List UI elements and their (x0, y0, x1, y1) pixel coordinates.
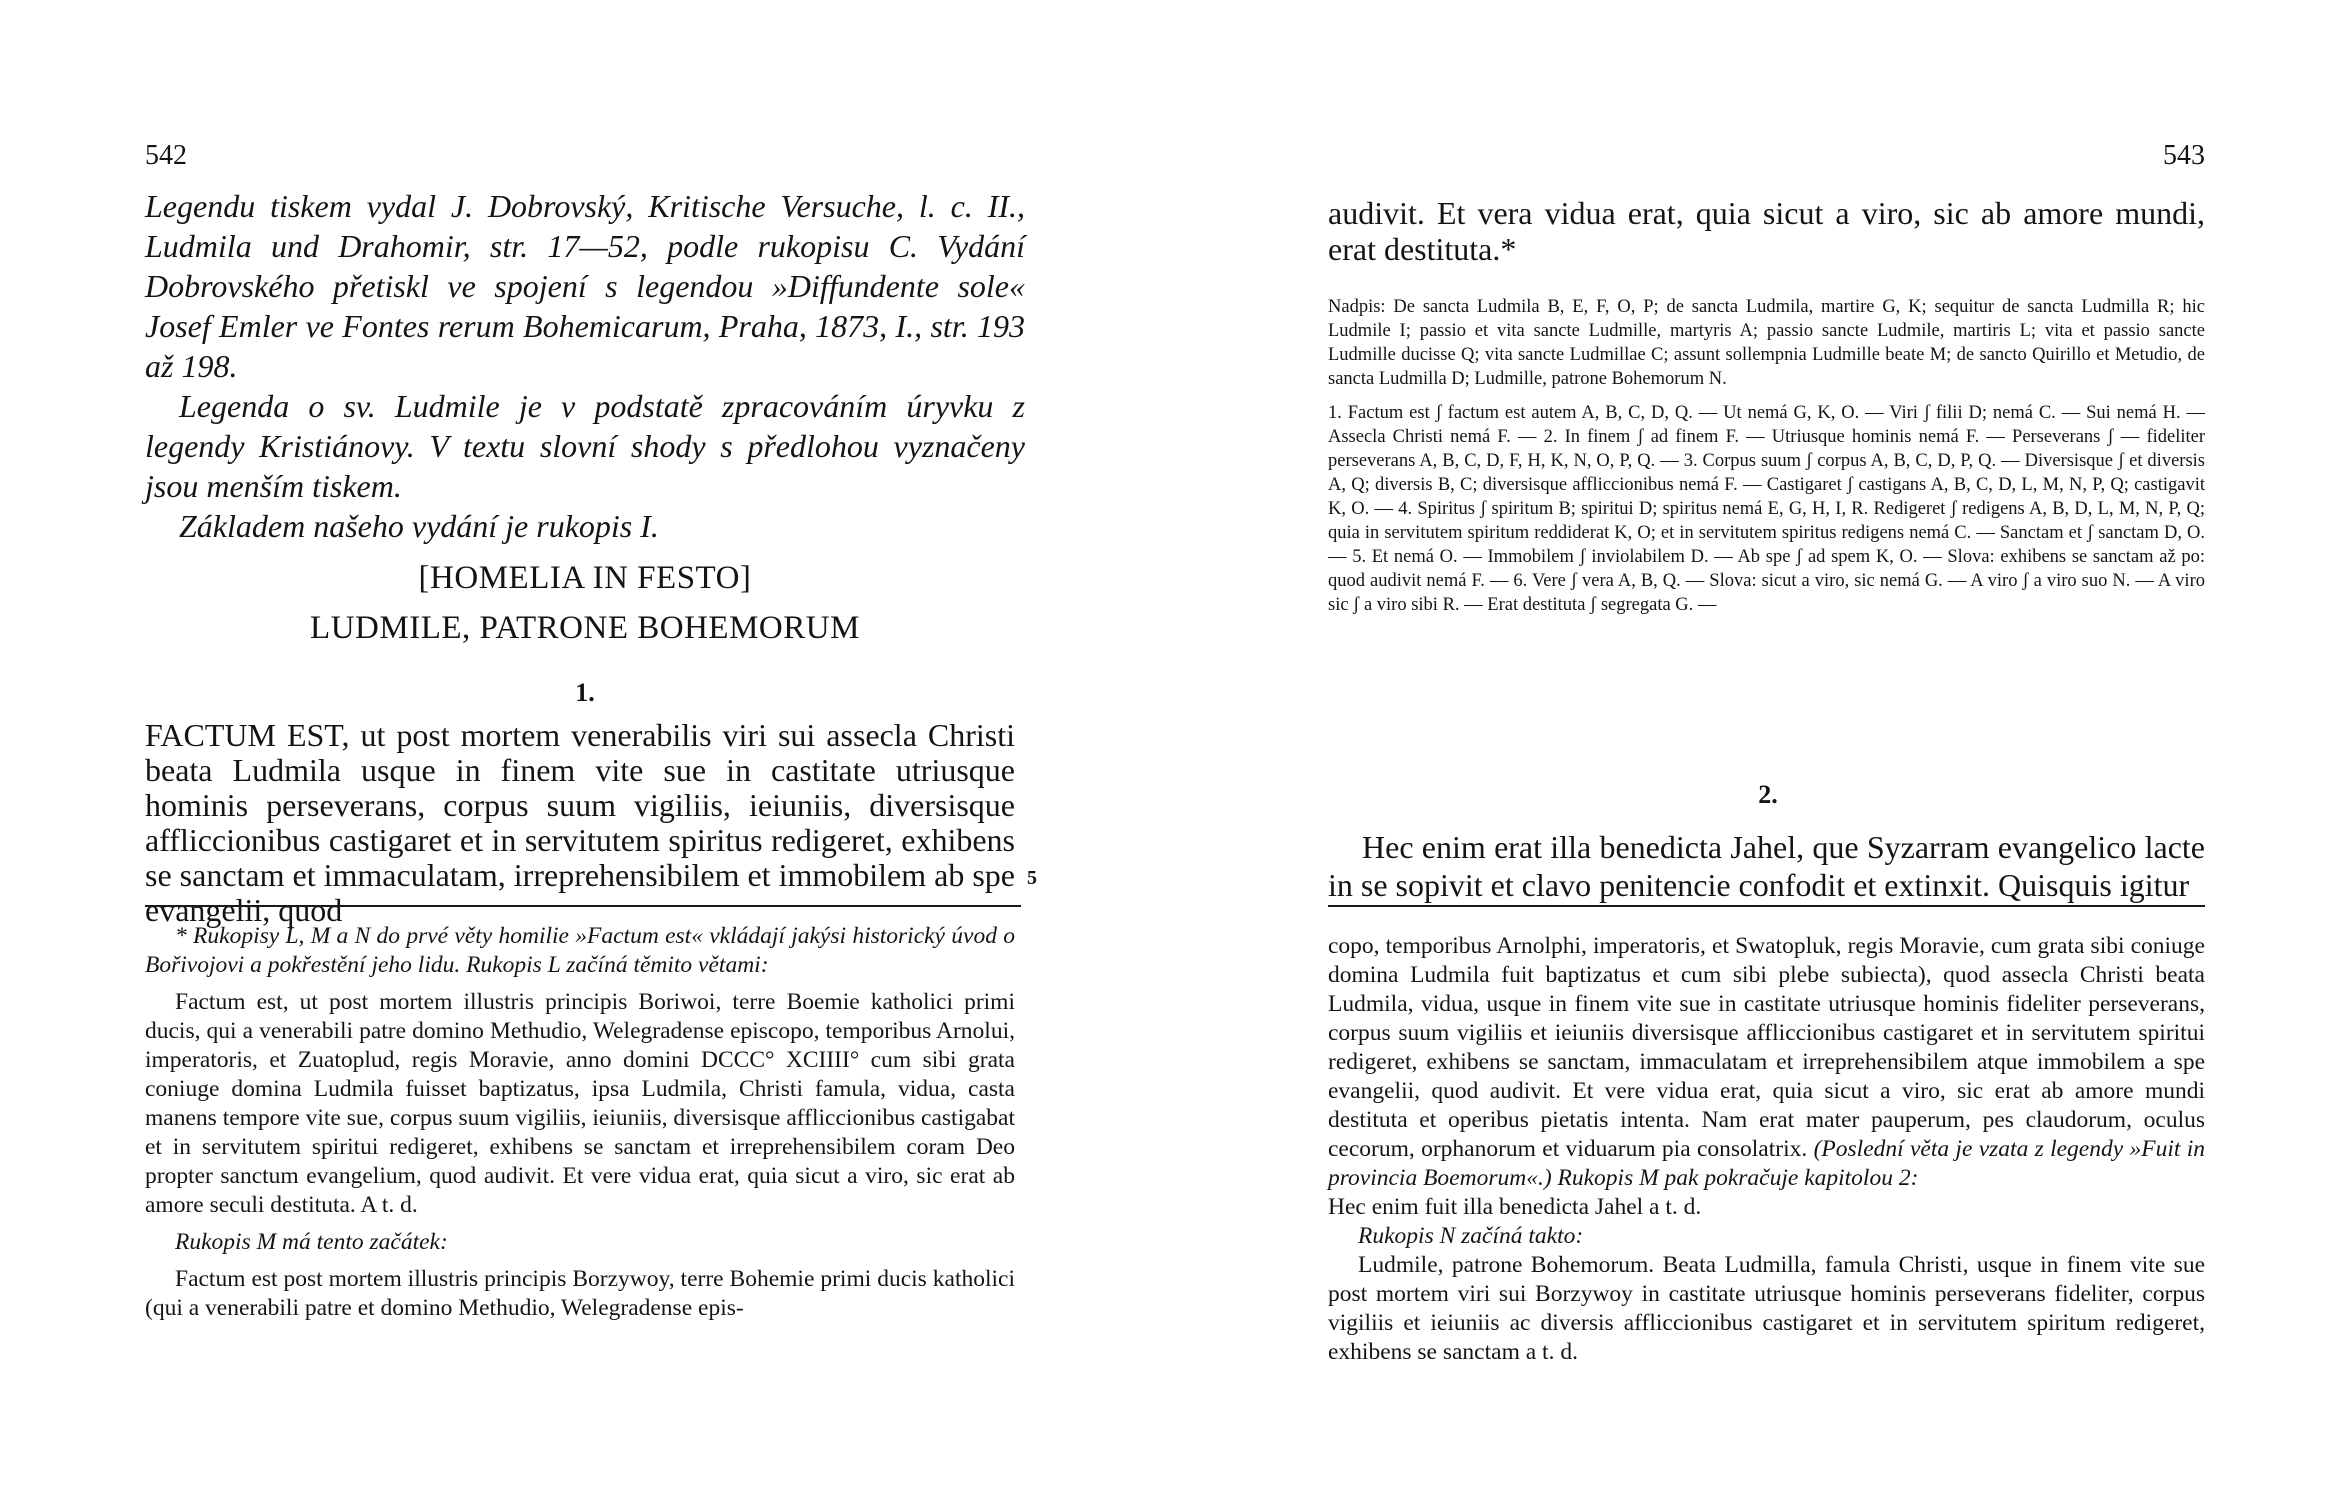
homily-subheading: LUDMILE, PATRONE BOHEMORUM (310, 610, 860, 646)
main-text-section-1: FACTUM EST, ut post mortem venerabilis viri sui assecla Christi beata Ludmila usque in finem vite sue in castitate utriusque hominis perseverans, corpus suum vigiliis, ieiuniis, diversisque affliccionibus castigaret et in servitutem spiritus redigeret, exhibens se sanctam et immaculatam, irreprehensibilem et immobilem ab spe evangelii, quod (145, 717, 1015, 928)
manuscript-m-text: Factum est post mortem illustris principis Borzywoy, terre Bohemie primi ducis katholici (qui a venerabili patre et domino Methudio, Welegradense epis- (145, 1266, 1015, 1321)
editorial-intro (145, 186, 1025, 546)
main-text-continued: audivit. Et vera vidua erat, quia sicut a viro, sic ab amore mundi, erat destituta.* (1328, 195, 2205, 267)
intro-paragraph-2: Legenda o sv. Ludmile je v podstatě zpracováním úryvku z legendy Kristiánovy. V textu slovní shody s předlohou vyznačeny jsou menším tiskem. (145, 388, 1025, 504)
manuscript-m-text-continued (1328, 932, 2205, 1193)
apparatus-title-variants: Nadpis: De sancta Ludmila B, E, F, O, P; de sancta Ludmila, martire G, K; sequitur de sancta Ludmilla R; hic Ludmile I; passio et vita sancte Ludmille, martyris A; passio sancte Ludmile, martiris L; vita et passio sancte Ludmille ducisse Q; vita sancte Ludmillae C; assunt sollempnia Ludmille beate M; de sancto Quirillo et Metudio, de sancta Ludmilla D; Ludmille, patrone Bohemorum N. (1328, 297, 2205, 389)
section-number-2: 2. (1758, 780, 1778, 809)
footnote-divider-right (1328, 905, 2205, 907)
footnote-intro: * Rukopisy L, M a N do prvé věty homilie »Factum est« vkládají jakýsi historický úvod o Bořivojovi a pokřestění jeho lidu. Rukopis L začíná těmito větami: (145, 923, 1015, 978)
intro-paragraph-3: Základem našeho vydání je rukopis I. (179, 508, 659, 544)
editor-note: (Poslední věta je vzata z legendy »Fuit in provincia Boemorum«.) Rukopis M pak pokračuje kapitolou 2: (1328, 1136, 2205, 1191)
page-number-left: 542 (145, 140, 187, 171)
manuscript-n-text: Ludmile, patrone Bohemorum. Beata Ludmilla, famula Christi, usque in finem vite sue post mortem viri sui Borzywoy in castitate utriusque hominis perseverans fideliter, corpus vigiliis et ieiuniis ac diversis affliccionibus castigaret et in servitutem spiritum redigeret, exhibens se sanctam a t. d. (1328, 1252, 2205, 1365)
section-number-1: 1. (575, 678, 595, 707)
main-text-section-2: Hec enim erat illa benedicta Jahel, que Syzarram evangelico lacte in se sopivit et clavo penitencie confodit et extinxit. Quisquis igitur (1328, 829, 2205, 903)
line-number: 5 (1027, 867, 1037, 889)
footnote-divider-left (145, 905, 1021, 907)
page-number-right: 543 (2163, 140, 2205, 171)
manuscript-m-chapter-2: Hec enim fuit illa benedicta Jahel a t. d. (1328, 1194, 1702, 1220)
manuscript-n-label: Rukopis N začíná takto: (1358, 1223, 1584, 1249)
critical-apparatus (1328, 295, 2205, 627)
apparatus-text-variants: 1. Factum est ʃ factum est autem A, B, C, D, Q. — Ut nemá G, K, O. — Viri ʃ filii D; nemá C. — Sui nemá H. — Assecla Christi nemá F. — 2. In finem ʃ ad finem F. — Utriusque hominis nemá F. — Perseverans ʃ — fideliter perseverans A, B, C, D, F, H, K, N, O, P, Q. — 3. Corpus suum ʃ corpus A, B, C, D, P, Q. — Diversisque ʃ et diversis A, Q; diversis B, C; diversisque affliccionibus nemá F. — Castigaret ʃ castigans A, B, C, D, L, M, N, P, Q; castigavit K, O. — 4. Spiritus ʃ spiritum B; spiritui D; spiritus nemá E, G, H, I, R. Redigeret ʃ redigens A, B, D, L, M, N, P, Q; quia in servitutem spiritum reddiderat K, O; et in servitutem spiritus redigens nemá C. — Sanctam et ʃ sanctam D, O. — 5. Et nemá O. — Immobilem ʃ inviolabilem D. — Ab spe ʃ ad spem K, O. — Slova: exhibens se sanctam až po: quod audivit nemá F. — 6. Vere ʃ vera A, B, Q. — Slova: sicut a viro, sic nemá G. — A viro ʃ a viro suo N. — A viro sic ʃ a viro sibi R. — Erat destituta ʃ segregata G. — (1328, 403, 2205, 615)
left-page (145, 0, 1037, 1500)
right-page (1328, 0, 2205, 1500)
footnote-left (145, 922, 1015, 1323)
manuscript-m-continuation: copo, temporibus Arnolphi, imperatoris, et Swatopluk, regis Moravie, cum grata sibi coniuge domina Ludmila fuit baptizatus et cum sibi plebe subiecta), quod assecla Christi beata Ludmila, vidua, usque in finem vite sue in castitate utriusque hominis fideliter perseverans, corpus suum vigiliis et ieiuniis diversisque affliccionibus castigaret et in servitutem spiritui redigeret, exhibens se sanctam, immaculatam et irreprehensibilem atque immobilem a spe evangelii, quod audivit. Et vere vidua erat, quia sicut a viro, sic erat ab amore mundi destituta et operibus pietatis intenta. Nam erat mater pauperum, pes claudorum, oculus cecorum, orphanorum et viduarum pia consolatrix. (1328, 933, 2205, 1162)
homily-heading: [HOMELIA IN FESTO] (418, 560, 752, 596)
manuscript-m-label: Rukopis M má tento začátek: (175, 1229, 448, 1255)
intro-paragraph-1: Legendu tiskem vydal J. Dobrovský, Kritische Versuche, l. c. II., Ludmila und Drahomir, str. 17—52, podle rukopisu C. Vydání Dobrovského přetiskl ve spojení s legendou »Diffundente sole« Josef Emler ve Fontes rerum Bohemicarum, Praha, 1873, I., str. 193 až 198. (145, 188, 1025, 384)
footnote-right (1328, 932, 2205, 1367)
manuscript-l-text: Factum est, ut post mortem illustris principis Boriwoi, terre Boemie katholici primi ducis, qui a venerabili patre domino Methudio, Welegradense episcopo, temporibus Arnolui, imperatoris, et Zuatoplud, regis Moravie, anno domini DCCC° XCIIII° cum sibi grata coniuge domina Ludmila fuisset baptizatus, ipsa Ludmila, Christi famula, vidua, casta manens tempore vite sue, corpus suum vigiliis, ieiuniis, diversisque affliccionibus castigabat et in servitutem spiritui redigeret, exhibens se sanctam et irreprehensibilem coram Deo propter sanctum evangelium, quod audivit. Et vere vidua erat, quia sicut a viro, sic erat ab amore seculi destituta. A t. d. (145, 989, 1015, 1218)
